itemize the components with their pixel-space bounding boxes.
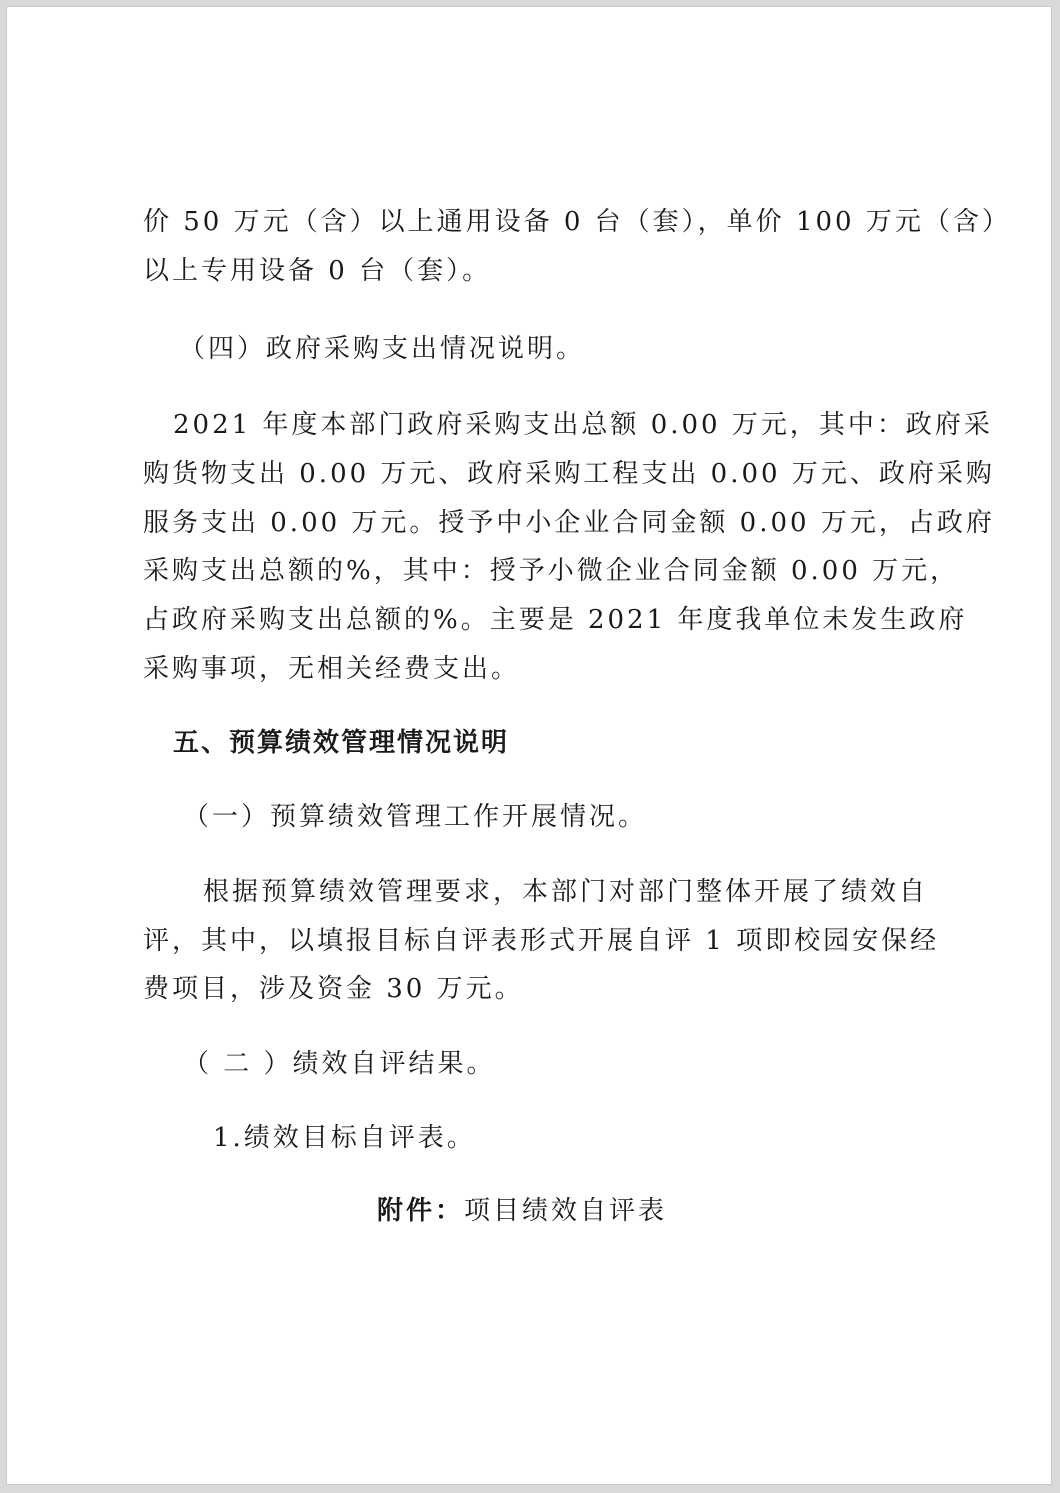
attachment-label: 附件：: [377, 1196, 465, 1226]
paragraph-line: 采购支出总额的%，其中：授予小微企业合同金额 0.00 万元，: [143, 556, 960, 586]
paragraph-line: 以上专用设备 0 台（套）。: [143, 256, 492, 286]
paragraph-line: 费项目，涉及资金 30 万元。: [143, 974, 524, 1004]
paragraph-line: 服务支出 0.00 万元。授予中小企业合同金额 0.00 万元，占政府: [143, 508, 995, 538]
paragraph-line: 2021 年度本部门政府采购支出总额 0.00 万元，其中：政府采: [173, 410, 993, 440]
paragraph-line: 采购事项，无相关经费支出。: [143, 654, 521, 684]
paragraph-line: 占政府采购支出总额的%。主要是 2021 年度我单位未发生政府: [143, 605, 968, 635]
paragraph-line: 价 50 万元（含）以上通用设备 0 台（套），单价 100 万元（含）: [143, 207, 1011, 237]
section-heading: 五、预算绩效管理情况说明: [173, 728, 510, 758]
paragraph-line: 根据预算绩效管理要求，本部门对部门整体开展了绩效自: [203, 877, 929, 907]
document-page: [6, 6, 1052, 1485]
subsection-heading: （一）预算绩效管理工作开展情况。: [183, 802, 648, 832]
attachment-line: [377, 1195, 667, 1227]
subsection-heading: （ 二 ）绩效自评结果。: [183, 1049, 496, 1079]
list-item: 1.绩效目标自评表。: [213, 1123, 476, 1153]
subsection-heading: （四）政府采购支出情况说明。: [179, 334, 586, 364]
paragraph-line: 评，其中，以填报目标自评表形式开展自评 1 项即校园安保经: [143, 926, 940, 956]
attachment-text: 项目绩效自评表: [464, 1196, 668, 1226]
paragraph-line: 购货物支出 0.00 万元、政府采购工程支出 0.00 万元、政府采购: [143, 459, 995, 489]
